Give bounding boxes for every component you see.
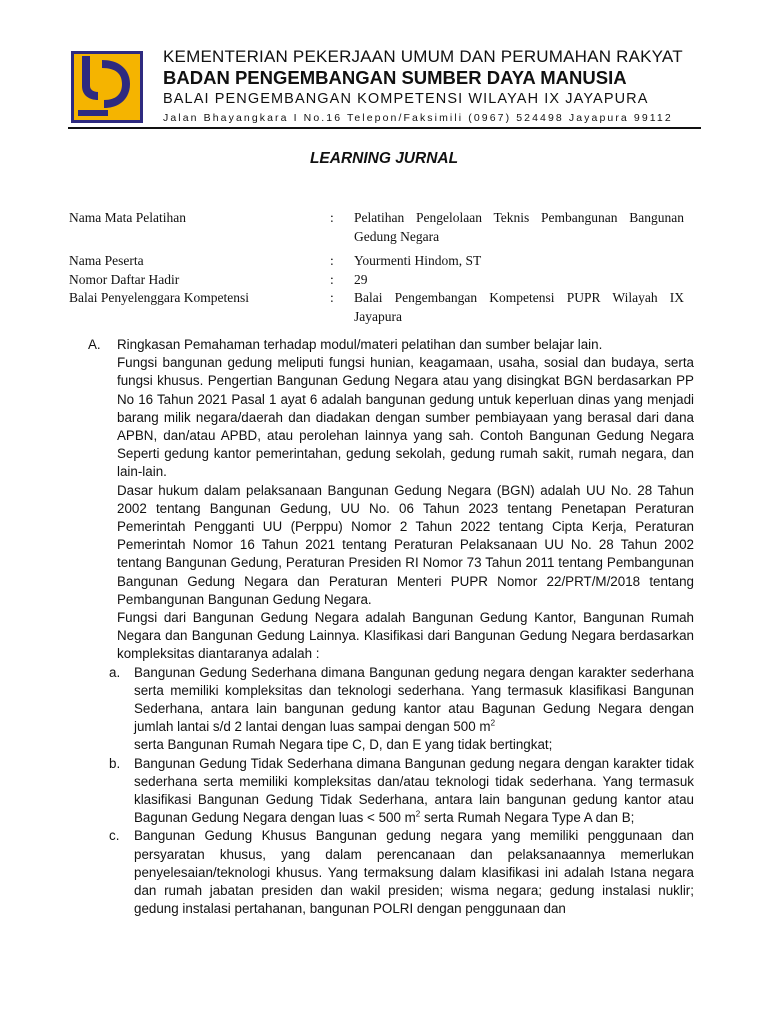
info-label: Nama Peserta xyxy=(69,253,144,268)
section-heading-text: Ringkasan Pemahaman terhadap modul/materi pelatihan dan sumber belajar lain. xyxy=(117,337,603,352)
ministry-name: KEMENTERIAN PEKERJAAN UMUM DAN PERUMAHAN RAKYAT xyxy=(163,47,683,66)
list-item-text xyxy=(134,827,694,918)
info-colon: : xyxy=(330,253,334,268)
office-name: BALAI PENGEMBANGAN KOMPETENSI WILAYAH IX JAYAPURA xyxy=(163,91,649,107)
document-body xyxy=(88,336,694,919)
list-marker: a. xyxy=(109,664,121,680)
list-item-text-tail: serta Rumah Negara Type A dan B; xyxy=(420,810,635,826)
info-colon: : xyxy=(330,271,334,287)
info-value: 29 xyxy=(354,271,368,287)
document-title: LEARNING JURNAL xyxy=(309,150,459,167)
list-item-text-tail: serta Bangunan Rumah Negara tipe C, D, dan E yang tidak bertingkat; xyxy=(134,737,553,753)
list-marker: b. xyxy=(109,755,121,771)
list-marker: c. xyxy=(109,828,120,844)
section-heading xyxy=(88,336,694,354)
pupr-logo-icon xyxy=(70,50,144,124)
superscript: 2 xyxy=(490,718,496,728)
list-item-text xyxy=(134,755,694,828)
list-item xyxy=(109,755,694,828)
info-row xyxy=(69,209,684,246)
info-colon: : xyxy=(330,290,334,305)
info-colon: : xyxy=(330,210,334,225)
superscript: 2 xyxy=(415,809,421,819)
paragraph: Fungsi bangunan gedung meliputi fungsi hunian, keagamaan, usaha, sosial dan budaya, serta fungsi khusus. Pengertian Bangunan Gedung Negara atau yang disingkat BGN berdasarkan PP No 16 Tahun 2021 Pasal 1 ayat 6 adalah bangunan gedung untuk keperluan dinas yang menjadi barang milik negara/daerah dan diadakan dengan sumber pembiayaan yang berasal dari dana APBN, dan/atau APBD, atau perolehan lainnya yang sah. Contoh Bangunan Gedung Negara Seperti gedung kantor pemerintahan, gedung sekolah, gedung rumah sakit, rumah negara, dan lain-lain. xyxy=(117,355,694,480)
info-value: Yourmenti Hindom, ST xyxy=(354,253,482,268)
info-value: Balai Pengembangan Kompetensi PUPR Wilayah IX Jayapura xyxy=(354,290,684,324)
section-marker: A. xyxy=(88,337,101,352)
paragraph: Fungsi dari Bangunan Gedung Negara adalah Bangunan Gedung Kantor, Bangunan Rumah Negara dan Bangunan Gedung Lainnya. Klasifikasi dari Bangunan Gedung Negara berdasarkan kompleksitas diantaranya adalah : xyxy=(117,610,694,662)
list-item-text-main: Bangunan Gedung Tidak Sederhana dimana Bangunan gedung negara dengan karakter tidak sederhana serta memiliki kompleksitas dan/atau teknologi tidak sederhana. Yang termasuk klasifikasi Bangunan Gedung Tidak Sederhana, antara lain bangunan gedung kantor atau Bagunan Gedung Negara dengan luas < 500 m xyxy=(134,755,694,826)
info-label: Nomor Daftar Hadir xyxy=(69,271,180,287)
info-label: Nama Mata Pelatihan xyxy=(69,210,186,225)
info-row xyxy=(69,252,684,271)
list-item xyxy=(109,664,694,755)
info-row xyxy=(69,271,684,290)
letterhead xyxy=(163,47,703,127)
info-value: Pelatihan Pengelolaan Teknis Pembangunan Bangunan Gedung Negara xyxy=(354,210,684,244)
info-label: Balai Penyelenggara Kompetensi xyxy=(69,290,249,305)
list-item-text-main: Bangunan Gedung Sederhana dimana Bangunan gedung negara dengan karakter sederhana serta memiliki kompleksitas dan teknologi sederhana. Yang termasuk klasifikasi Bangunan Sederhana, antara lain bangunan gedung kantor atau Bagunan Gedung Negara dengan jumlah lantai s/d 2 lantai dengan luas sampai dengan 500 m xyxy=(134,664,694,735)
paragraph: Dasar hukum dalam pelaksanaan Bangunan Gedung Negara (BGN) adalah UU No. 28 Tahun 2002 tentang Bangunan Gedung, UU No. 06 Tahun 2023 tentang Penetapan Peraturan Pemerintah Pengganti UU (Perppu) Nomor 2 Tahun 2022 tentang Cipta Kerja, Peraturan Pemerintah Nomor 16 Tahun 2021 tentang Peraturan Pelaksanaan UU No. 28 Tahun 2002 tentang Bangunan Gedung, Peraturan Presiden RI Nomor 73 Tahun 2011 tentang Pembangunan Bangunan Gedung Negara dan Peraturan Menteri PUPR Nomor 22/PRT/M/2018 tentang Pembangunan Bangunan Gedung Negara. xyxy=(117,482,694,607)
info-block xyxy=(69,209,684,326)
list-item-text-main: Bangunan Gedung Khusus Bangunan gedung negara yang memiliki penggunaan dan persyaratan khusus, yang dalam perencanaan dan pelaksanaannya memerlukan penyelesaian/teknologi khusus. Yang termaksung dalam klasifikasi ini adalah Istana negara dan rumah jabatan presiden dan wakil presiden; wisma negara; gedung instalasi nuklir; gedung instalasi pertahanan, bangunan POLRI dengan penggunaan dan xyxy=(134,828,694,917)
agency-name: BADAN PENGEMBANGAN SUMBER DAYA MANUSIA xyxy=(163,67,627,88)
info-row xyxy=(69,289,684,326)
list-item xyxy=(109,827,694,918)
letterhead-divider xyxy=(68,127,701,129)
office-address: Jalan Bhayangkara I No.16 Telepon/Faksimili (0967) 524498 Jayapura 99112 xyxy=(163,112,673,124)
list-item-text xyxy=(134,664,694,755)
